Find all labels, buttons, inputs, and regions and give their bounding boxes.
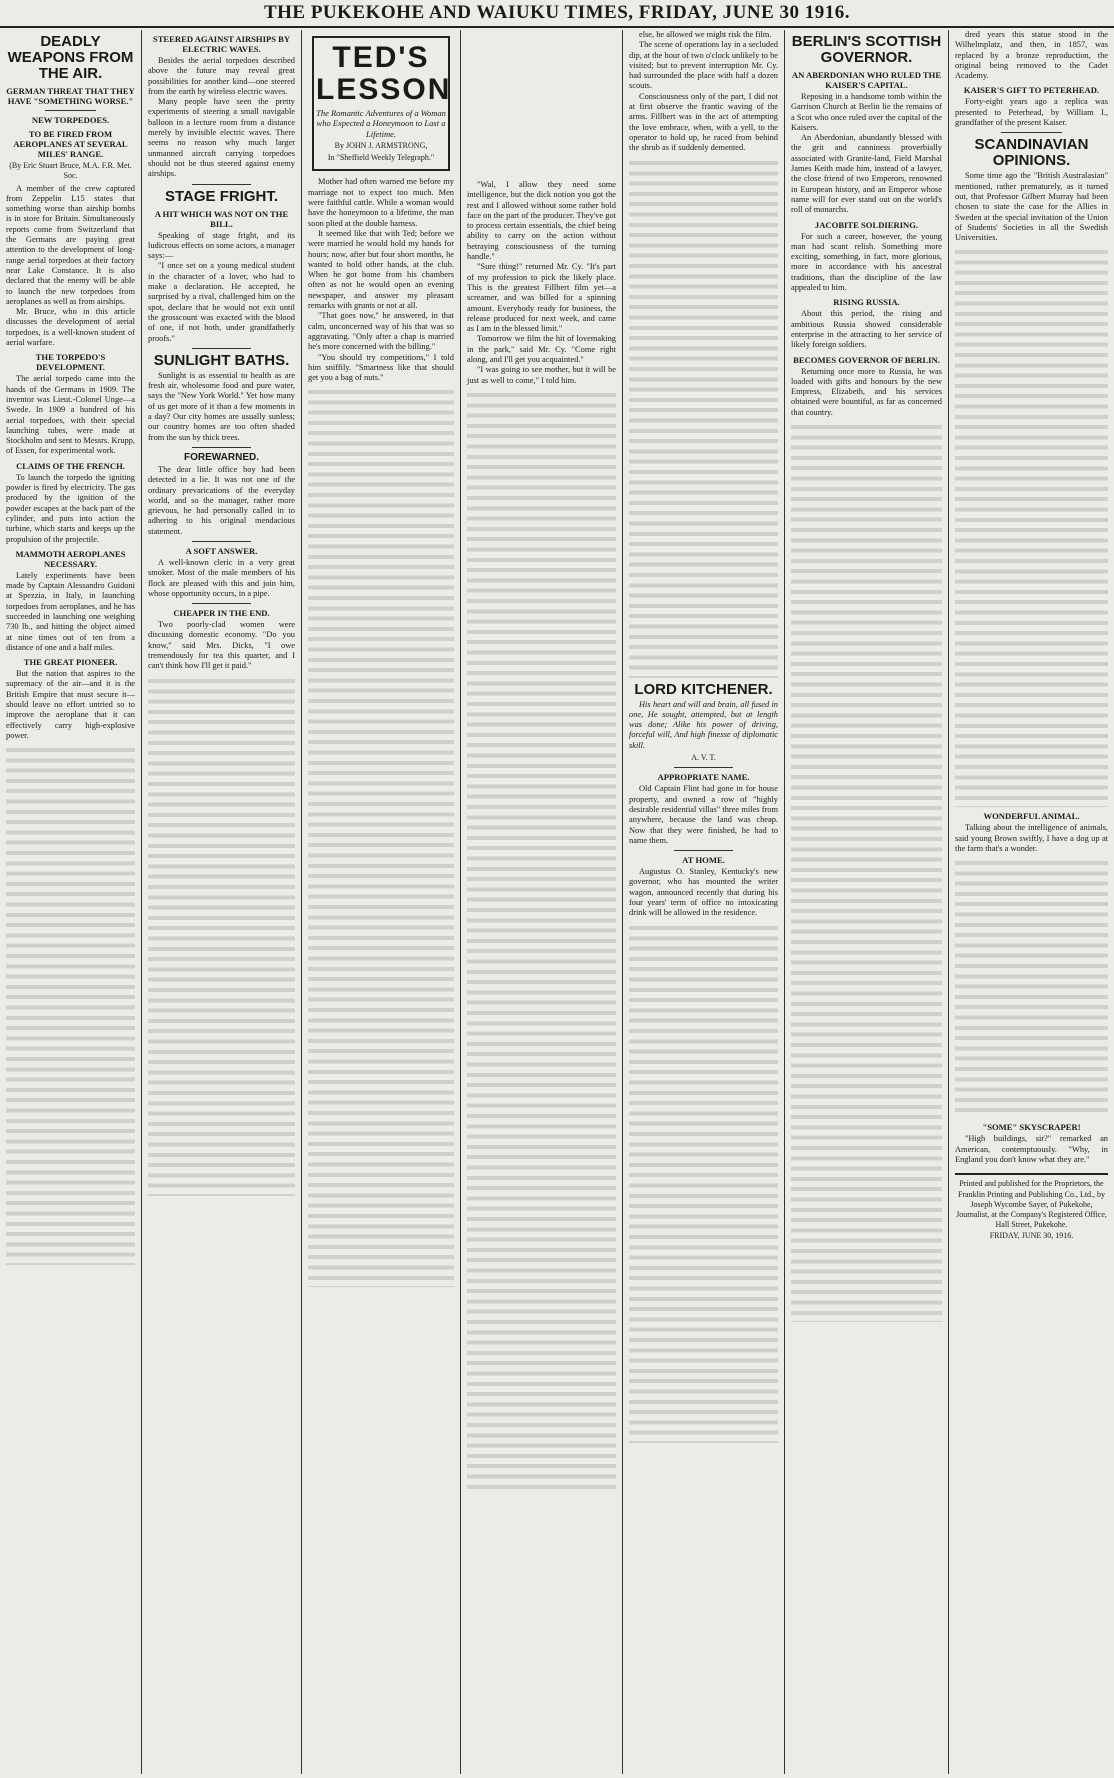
article-paragraph: But the nation that aspires to the supremacy of the air—and it is the British Empire that must secure it—should leave no effort untried so to improve the aeroplane that it can effectively carry high-explosive power. xyxy=(6,669,135,740)
divider xyxy=(1001,132,1062,133)
column-4 xyxy=(461,30,622,1770)
article-paragraph: Many people have seen the pretty experiments of steering a small navigable balloon in a lecture room from a distance merely by invisible electric waves. There seems no reason why much larger unmanned aircraft carrying torpedoes should not be thus steered against enemy airships. xyxy=(148,97,295,179)
article-paragraph: A well-known cleric in a very great smoker. Most of the male members of his flock are pleased with this and join him, whose opportunity occurs, in a pipe. xyxy=(148,557,295,598)
column-6 xyxy=(785,30,948,1770)
article-subhead: NEW TORPEDOES. xyxy=(31,115,110,125)
story-subtitle: The Romantic Adventures of a Woman who Expected a Honeymoon to Last a Lifetime. xyxy=(316,108,446,139)
article-paragraph: "High buildings, sir?" remarked an American, contemptuously. "Why, in England you don't know what they are." xyxy=(955,1134,1108,1164)
article-paragraph: Besides the aerial torpedoes described above the future may reveal great possibilities for another kind—one steered from the earth by wireless electric waves. xyxy=(148,56,295,96)
divider xyxy=(45,110,97,111)
article-paragraph: "Sure thing!" returned Mr. Cy. "It's part of my profession to pick the likely place. This is the greatest Fillbert film yet—a screamer, and was billed for a spinning amount. Everybody ready for business, the release produced for next week, and came as I am in the blessed limit." xyxy=(467,262,616,334)
section-subhead: THE TORPEDO'S DEVELOPMENT. xyxy=(35,352,106,373)
article-paragraph: For such a career, however, the young man had scant relish. Something more exciting, something, in fact, more glorious, more in accordance with his ancestral traditions, than the discipline of the law appealed to him. xyxy=(791,231,942,293)
article-subhead: STEERED AGAINST AIRSHIPS BY ELECTRIC WAVES. xyxy=(152,34,291,54)
article-deck: GERMAN THREAT THAT THEY HAVE "SOMETHING WORSE." xyxy=(6,86,135,106)
section-subhead: KAISER'S GIFT TO PETERHEAD. xyxy=(963,85,1100,96)
column-7 xyxy=(949,30,1114,1770)
article-paragraph: The scene of operations lay in a secluded dip, at the hour of two o'clock unlikely to be visited; but to prevent interruption Mr. Cy. had surrounded the place with half a dozen scouts. xyxy=(629,40,778,91)
masthead xyxy=(0,0,1114,28)
section-subhead: JACOBITE SOLDIERING. xyxy=(814,219,919,230)
article-paragraph: Old Captain Flint had gone in for house property, and owned a row of "highly desirable residential villas" three miles from anywhere, because the land was cheap. Now that they were finished, he had to name them. xyxy=(629,784,778,845)
article-paragraph: "I once set on a young medical student in the character of a lover, who had to make a declaration. He accepted, he surprised by a rival, challenged him on the spot, declare that he would not exit until the grosscount was exacted with the blood of one, if not both, under grandfatherly proofs." xyxy=(148,261,295,343)
article-paragraph: Sunlight is as essential to health as are fresh air, wholesome food and pure water, says the "New York World." Yet how many of us get more of it than a few moments in a day? Our city homes are usually sunless; our country homes are too often shaded from the sun by thick trees. xyxy=(148,370,295,442)
article-paragraph: To launch the torpedo the igniting powder is fired by electricity. The gas produced by the ignition of the powder escapes at the back part of the cylinder, and puts into action the turbine, which starts and keeps up the propulsion of the projectile. xyxy=(6,472,135,544)
article-headline: DEADLY WEAPONS FROM THE AIR. xyxy=(7,33,134,82)
article-paragraph: It seemed like that with Ted; before we were married he would hold my hands for hours; now, after but four short months, he wanted to hold other hands, at the club. When he got home from his chambers often as not he would open an evening newspaper, and answer my pleasant remarks with grunts or not at all. xyxy=(308,228,454,311)
section-subhead: CLAIMS OF THE FRENCH. xyxy=(16,460,125,471)
article-paragraph: A member of the crew captured from Zeppelin L15 states that something worse than airship bombs is in store for Britain. Simultaneously reports come from Switzerland that the Germans are paying great attention to the development of long-range aerial torpedoes at their factory near Lake Constance. It is also declared that the enemy will be able to launch the new torpedoes from aeroplanes as well as from airships. xyxy=(6,183,135,306)
article-headline: SUNLIGHT BATHS. xyxy=(153,351,290,369)
column-1 xyxy=(0,30,141,1770)
article-headline: A SOFT ANSWER. xyxy=(185,545,258,556)
text-filler xyxy=(148,676,295,1196)
text-filler xyxy=(955,247,1108,807)
text-filler xyxy=(955,858,1108,1118)
masthead-title: THE PUKEKOHE AND WAIUKU TIMES, FRIDAY, JUNE 30 1916. xyxy=(263,2,851,23)
poem-signature: A. V. T. xyxy=(691,753,716,763)
article-headline: STAGE FRIGHT. xyxy=(164,187,279,205)
article-paragraph: Forty-eight years ago a replica was presented to Peterhead, by William I., grandfather of the present Kaiser. xyxy=(955,97,1108,128)
story-byline: By JOHN J. ARMSTRONG, xyxy=(334,140,428,150)
imprint-date: FRIDAY, JUNE 30, 1916. xyxy=(989,1230,1074,1240)
article-paragraph: Talking about the intelligence of animals, said young Brown swiftly, I have a dog up at the farm that's a wonder. xyxy=(955,823,1108,854)
article-paragraph: else, he allowed we might risk the film. xyxy=(639,30,772,39)
article-deck: AN ABERDONIAN WHO RULED THE KAISER'S CAPITAL. xyxy=(791,70,942,90)
text-filler xyxy=(629,923,778,1443)
divider xyxy=(674,767,734,768)
article-headline: LORD KITCHENER. xyxy=(634,680,773,698)
article-headline: BERLIN'S SCOTTISH GOVERNOR. xyxy=(791,33,942,66)
article-paragraph: Reposing in a handsome tomb within the Garrison Church at Berlin lie the remains of a Scot who once ruled over the capital of the Kaisers. xyxy=(791,92,942,132)
article-byline: (By Eric Stuart Bruce, M.A. F.R. Met. Soc. xyxy=(9,161,132,181)
article-deck: A HIT WHICH WAS NOT ON THE BILL. xyxy=(154,208,289,229)
article-paragraph: Mr. Bruce, who in this article discusses the development of aerial torpedoes, is a well-known student of aerial warfare. xyxy=(6,307,135,348)
story-title-box xyxy=(312,36,450,171)
divider xyxy=(674,850,734,851)
article-paragraph: Two poorly-clad women were discussing domestic economy. "Do you know," said Mrs. Dicks, "I owe tremendously for tea this quarter, and I can't think how I'll get it paid." xyxy=(148,620,295,671)
section-subhead: RISING RUSSIA. xyxy=(833,297,900,308)
article-paragraph: Consciousness only of the part, I did not at first observe the frantic waving of the arms. Fillbert was in the act of attempting the love embrace, when, with a yell, to the operator to hold up, he raced from behind the shrub as if suddenly demented. xyxy=(629,91,778,153)
article-subhead: TO BE FIRED FROM AEROPLANES AT SEVERAL MILES' RANGE. xyxy=(13,129,128,159)
column-2 xyxy=(142,30,301,1770)
article-headline: AT HOME. xyxy=(682,855,725,866)
article-headline: "SOME" SKYSCRAPER! xyxy=(982,1122,1081,1133)
article-paragraph: Tomorrow we film the hit of lovemaking in the park," said Mr. Cy. "Come right along, and I'll get you acquainted." xyxy=(467,334,616,365)
article-headline: WONDERFUL ANIMAL. xyxy=(983,811,1080,822)
article-paragraph: An Aberdonian, abundantly blessed with the grit and canniness proverbially associated with Granite-land, Field Marshal James Keith made him, instead of a lawyer, the close friend of two Emperors, renowned in European history, and an Emperor whose name will for ever stand out on the world's roll of monarchs. xyxy=(791,133,942,215)
text-filler xyxy=(467,390,616,1490)
text-filler xyxy=(6,745,135,1265)
section-subhead: THE GREAT PIONEER. xyxy=(23,657,118,668)
divider xyxy=(192,184,251,185)
section-subhead: BECOMES GOVERNOR OF BERLIN. xyxy=(793,354,940,365)
story-title: TED'S LESSON xyxy=(316,41,452,106)
text-filler xyxy=(308,387,454,1287)
text-filler xyxy=(791,422,942,1322)
article-paragraph: Speaking of stage fright, and its ludicrous effects on some actors, a manager says:— xyxy=(148,230,295,261)
article-paragraph: "You should try competitions," I told him sniffily. "Smartness like that should get you a bag of nuts." xyxy=(308,352,454,383)
article-paragraph: The aerial torpedo came into the hands of the Germans in 1909. The inventor was Lieut.-Colonel Unge—a Swede. In 1909 a hundred of his aerial torpedoes, with their special launching tubes, were made at Stockholm and sent to Messrs. Krupp, of Essen, for experimental work. xyxy=(6,374,135,456)
article-headline: APPROPRIATE NAME. xyxy=(657,772,750,783)
article-paragraph: "Wal, I allow they need some intelligence, but the dick notion you got the rest and I allowed without some rather bold face on the part of the producer. They've got to process certain essentials, the chief being ability to carry on the action without betraying consciousness of the turning handle." xyxy=(467,180,616,262)
poem-text: His heart and will and brain, all fused in one, He sought, attempted, but at length was done; Alike his power of driving, forceful will, And high finesse of diplomatic skill. xyxy=(629,699,778,750)
article-paragraph: Returning once more to Russia, he was loaded with gifts and honours by the new Empress, Elizabeth, and his services obtained were bountiful, as far as concerned that country. xyxy=(791,366,942,417)
column-5 xyxy=(623,30,784,1770)
article-paragraph: Some time ago the "British Australasian" mentioned, rather prematurely, as it turned out, that Professor Gilbert Murray had been chosen to state the case for the Allies in Sweden at the special invitation of the Union of Students' Societies in all the Swedish Universities. xyxy=(955,171,1108,243)
article-paragraph: Augustus O. Stanley, Kentucky's new governor, who has mounted the writer wagon, announced recently that during his four years' term of office no intoxicating drink will be allowed in the residence. xyxy=(629,867,778,918)
article-paragraph: About this period, the rising and ambitious Russia showed considerable enterprise in the attracting to her service of likely foreign soldiers. xyxy=(791,309,942,350)
text-filler xyxy=(629,158,778,678)
article-headline: CHEAPER IN THE END. xyxy=(173,608,270,619)
article-paragraph: "That goes now," he answered, in that calm, unconcerned way of his that was so aggravating. "Only after a chap is married he's more concerned with the billing." xyxy=(308,311,454,352)
imprint-text: Printed and published for the Proprietors, the Franklin Printing and Publishing Co., Ltd., by Joseph Wycombe Sayer, of Pukekohe, Journalist, at the Company's Registered Office, Hall Street, Pukekohe. xyxy=(956,1179,1107,1230)
article-paragraph: The dear little office boy had been detected in a lie. It was not one of the ordinary prevarications of the everyday world, and so the manager, rather more grievous, he had personally called in to adhering to his original mendacious statement. xyxy=(148,464,295,536)
divider xyxy=(192,541,251,542)
story-source: In "Sheffield Weekly Telegraph." xyxy=(327,153,435,163)
article-paragraph: "I was going to see mother, but it will be just as well to come," I told him. xyxy=(467,365,616,385)
article-paragraph: Lately experiments have been made by Captain Alessandro Guidoni at Spezzia, in Italy, in launching torpedoes from aeroplanes, and he has succeeded in launching one weighing 730 lb., and hitting the object aimed at nine times out of ten from a distance of one and a half miles. xyxy=(6,570,135,652)
divider xyxy=(192,447,251,448)
divider xyxy=(192,603,251,604)
article-paragraph: Mother had often warned me before my marriage not to expect too much. Men were faithful cattle. While a woman would have the honeymoon to a lifetime, the man soon plied at the double harness. xyxy=(308,177,454,228)
section-subhead: MAMMOTH AEROPLANES NECESSARY. xyxy=(15,548,126,569)
article-headline: FOREWARNED. xyxy=(184,451,259,463)
divider xyxy=(192,348,251,349)
article-paragraph: dred years this statue stood in the Wilhelmplatz, and then, in 1857, was replaced by a bronze reproduction, the original being removed to the Cadet Academy. xyxy=(955,30,1108,81)
article-headline: SCANDINAVIAN OPINIONS. xyxy=(974,136,1089,170)
publisher-imprint xyxy=(955,1173,1108,1241)
column-3 xyxy=(302,30,460,1770)
